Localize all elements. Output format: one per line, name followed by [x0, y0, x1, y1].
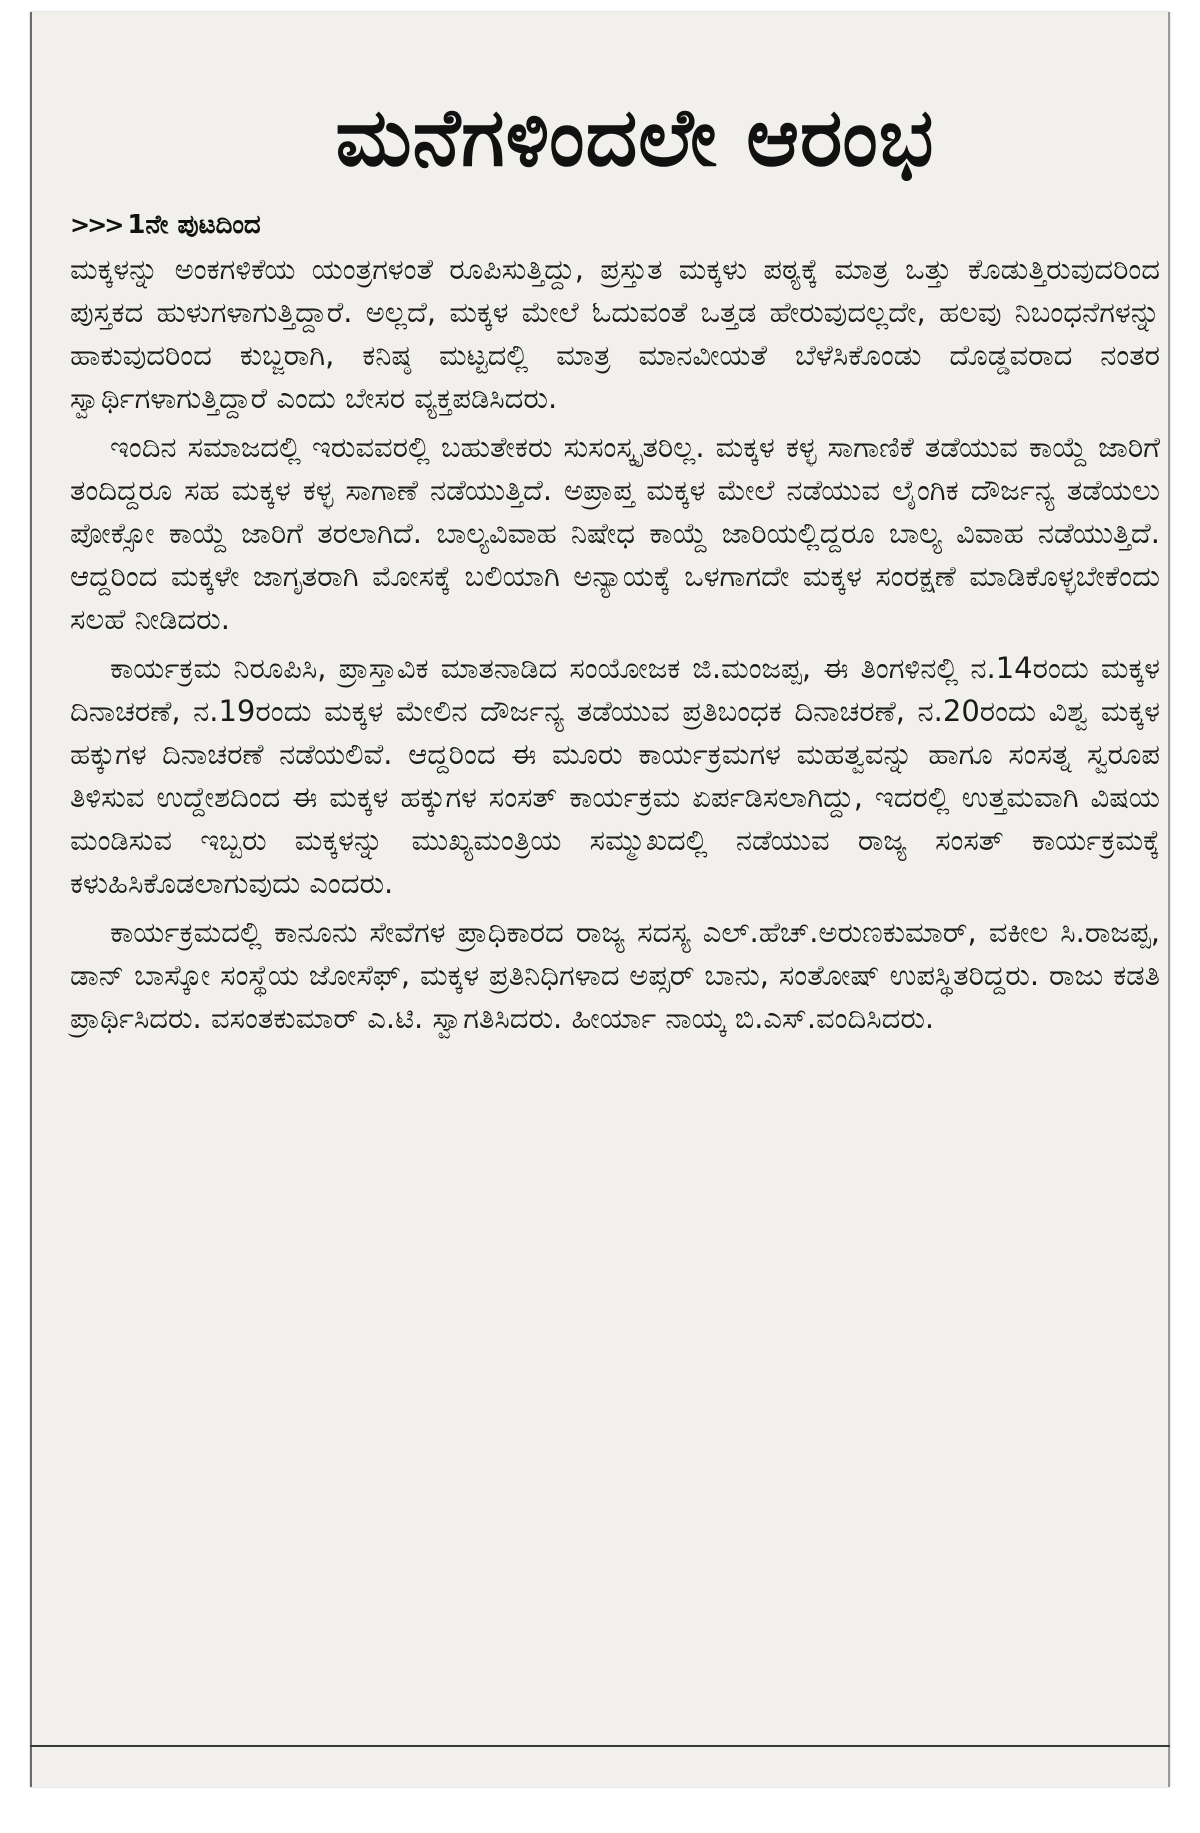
bottom-rule — [30, 1745, 1170, 1747]
article-body — [70, 248, 1160, 1046]
article-paragraph-3: ಕಾರ್ಯಕ್ರಮ ನಿರೂಪಿಸಿ, ಪ್ರಾಸ್ತಾವಿಕ ಮಾತನಾಡಿದ ಸಂಯೋಜಕ ಜಿ.ಮಂಜಪ್ಪ, ಈ ತಿಂಗಳಿನಲ್ಲಿ ನ.14ರಂದು ಮಕ್ಕಳ ದಿನಾಚರಣೆ, ನ.19ರಂದು ಮಕ್ಕಳ ಮೇಲಿನ ದೌರ್ಜನ್ಯ ತಡೆಯುವ ಪ್ರತಿಬಂಧಕ ದಿನಾಚರಣೆ, ನ.20ರಂದು ವಿಶ್ವ ಮಕ್ಕಳ ಹಕ್ಕುಗಳ ದಿನಾಚರಣೆ ನಡೆಯಲಿವೆ. ಆದ್ದರಿಂದ ಈ ಮೂರು ಕಾರ್ಯಕ್ರಮಗಳ ಮಹತ್ವವನ್ನು ಹಾಗೂ ಸಂಸತ್ನ ಸ್ವರೂಪ ತಿಳಿಸುವ ಉದ್ದೇಶದಿಂದ ಈ ಮಕ್ಕಳ ಹಕ್ಕುಗಳ ಸಂಸತ್ ಕಾರ್ಯಕ್ರಮ ಏರ್ಪಡಿಸಲಾಗಿದ್ದು, ಇದರಲ್ಲಿ ಉತ್ತಮವಾಗಿ ವಿಷಯ ಮಂಡಿಸುವ ಇಬ್ಬರು ಮಕ್ಕಳನ್ನು ಮುಖ್ಯಮಂತ್ರಿಯ ಸಮ್ಮುಖದಲ್ಲಿ ನಡೆಯುವ ರಾಜ್ಯ ಸಂಸತ್ ಕಾರ್ಯಕ್ರಮಕ್ಕೆ ಕಳುಹಿಸಿಕೊಡಲಾಗುವುದು ಎಂದರು. — [70, 651, 1160, 900]
continuation-arrows: >>> — [70, 211, 122, 239]
clipping-left-edge — [30, 12, 32, 1787]
newspaper-clipping — [30, 12, 1170, 1787]
continued-from-text: 1ನೇ ಪುಟದಿಂದ — [127, 210, 261, 240]
article-headline: ಮನೆಗಳಿಂದಲೇ ಆರಂಭ — [335, 91, 935, 184]
article-paragraph-1: ಮಕ್ಕಳನ್ನು ಅಂಕಗಳಿಕೆಯ ಯಂತ್ರಗಳಂತೆ ರೂಪಿಸುತ್ತಿದ್ದು, ಪ್ರಸ್ತುತ ಮಕ್ಕಳು ಪಠ್ಯಕ್ಕೆ ಮಾತ್ರ ಒತ್ತು ಕೊಡುತ್ತಿರುವುದರಿಂದ ಪುಸ್ತಕದ ಹುಳುಗಳಾಗುತ್ತಿದ್ದಾರೆ. ಅಲ್ಲದೆ, ಮಕ್ಕಳ ಮೇಲೆ ಓದುವಂತೆ ಒತ್ತಡ ಹೇರುವುದಲ್ಲದೇ, ಹಲವು ನಿಬಂಧನೆಗಳನ್ನು ಹಾಕುವುದರಿಂದ ಕುಬ್ಜರಾಗಿ, ಕನಿಷ್ಠ ಮಟ್ಟದಲ್ಲಿ ಮಾತ್ರ ಮಾನವೀಯತೆ ಬೆಳೆಸಿಕೊಂಡು ದೊಡ್ಡವರಾದ ನಂತರ ಸ್ವಾರ್ಥಿಗಳಾಗುತ್ತಿದ್ದಾರೆ ಎಂದು ಬೇಸರ ವ್ಯಕ್ತಪಡಿಸಿದರು. — [70, 252, 1160, 415]
article-paragraph-4: ಕಾರ್ಯಕ್ರಮದಲ್ಲಿ ಕಾನೂನು ಸೇವೆಗಳ ಪ್ರಾಧಿಕಾರದ ರಾಜ್ಯ ಸದಸ್ಯ ಎಲ್.ಹೆಚ್.ಅರುಣಕುಮಾರ್, ವಕೀಲ ಸಿ.ರಾಜಪ್ಪ, ಡಾನ್ ಬಾಸ್ಕೋ ಸಂಸ್ಥೆಯ ಜೋಸೆಫ್, ಮಕ್ಕಳ ಪ್ರತಿನಿಧಿಗಳಾದ ಅಪ್ಸರ್ ಬಾನು, ಸಂತೋಷ್ ಉಪಸ್ಥಿತರಿದ್ದರು. ರಾಜು ಕಡತಿ ಪ್ರಾರ್ಥಿಸಿದರು. ವಸಂತಕುಮಾರ್ ಎ.ಟಿ. ಸ್ವಾಗತಿಸಿದರು. ಹೀರ್ಯಾ ನಾಯ್ಕ ಬಿ.ಎಸ್.ವಂದಿಸಿದರು. — [70, 915, 1160, 1035]
clipping-right-edge — [1168, 12, 1170, 1787]
continued-from-line — [70, 212, 261, 238]
article-paragraph-2: ಇಂದಿನ ಸಮಾಜದಲ್ಲಿ ಇರುವವರಲ್ಲಿ ಬಹುತೇಕರು ಸುಸಂಸ್ಕೃತರಿಲ್ಲ. ಮಕ್ಕಳ ಕಳ್ಳ ಸಾಗಾಣಿಕೆ ತಡೆಯುವ ಕಾಯ್ದೆ ಜಾರಿಗೆ ತಂದಿದ್ದರೂ ಸಹ ಮಕ್ಕಳ ಕಳ್ಳ ಸಾಗಾಣೆ ನಡೆಯುತ್ತಿದೆ. ಅಪ್ರಾಪ್ತ ಮಕ್ಕಳ ಮೇಲೆ ನಡೆಯುವ ಲೈಂಗಿಕ ದೌರ್ಜನ್ಯ ತಡೆಯಲು ಪೋಕ್ಸೋ ಕಾಯ್ದೆ ಜಾರಿಗೆ ತರಲಾಗಿದೆ. ಬಾಲ್ಯವಿವಾಹ ನಿಷೇಧ ಕಾಯ್ದೆ ಜಾರಿಯಲ್ಲಿದ್ದರೂ ಬಾಲ್ಯ ವಿವಾಹ ನಡೆಯುತ್ತಿದೆ. ಆದ್ದರಿಂದ ಮಕ್ಕಳೇ ಜಾಗೃತರಾಗಿ ಮೋಸಕ್ಕೆ ಬಲಿಯಾಗಿ ಅನ್ಯಾಯಕ್ಕೆ ಒಳಗಾಗದೇ ಮಕ್ಕಳ ಸಂರಕ್ಷಣೆ ಮಾಡಿಕೊಳ್ಳಬೇಕೆಂದು ಸಲಹೆ ನೀಡಿದರು. — [70, 430, 1160, 636]
